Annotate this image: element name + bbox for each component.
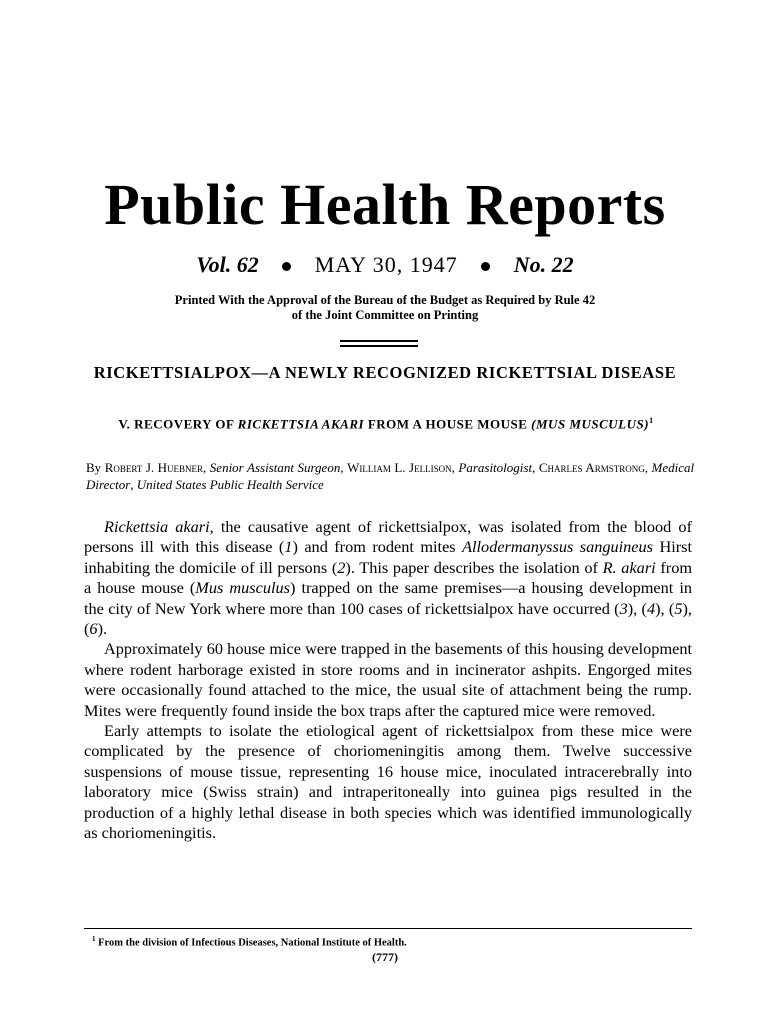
paragraph	[84, 517, 692, 639]
bullet-separator-icon	[481, 262, 490, 271]
article-body	[84, 517, 692, 844]
article-subtitle	[84, 412, 688, 432]
printing-approval-note	[80, 293, 690, 323]
reference-number: 3	[619, 598, 628, 618]
volume-label: Vol. 62	[196, 252, 259, 277]
footnote-marker: 1	[92, 935, 96, 943]
text-run: ), (	[655, 598, 675, 618]
species-name: R. akari	[602, 557, 656, 577]
paragraph: Approximately 60 house mice were trapped in the basements of this housing development where rodent harborage existed in store rooms and in incinerator ashpits. Engorged mites were occasionally found attached to the mice, the usual site of attachment being the rump. Mites were frequently found inside the box traps after the captured mice were removed.	[84, 639, 692, 720]
subtitle-organism: RICKETTSIA AKARI	[237, 416, 365, 432]
text-run: ) and from rodent mites	[292, 537, 463, 557]
bullet-separator-icon	[282, 262, 291, 271]
text-run: ), (	[627, 598, 647, 618]
article-title: RICKETTSIALPOX—A NEWLY RECOGNIZED RICKETTSIAL DISEASE	[93, 363, 677, 382]
text-run: Hirst inhabiting the domicile of ill persons (	[84, 537, 693, 577]
paragraph: Early attempts to isolate the etiological agent of rickettsialpox from these mice were complicated by the presence of choriomeningitis among them. Twelve successive suspensions of mouse tissue, representing 16 house mice, inoculated intracerebrally into laboratory mice (Swiss strain) and intraperitoneally into guinea pigs resulted in the production of a highly lethal disease in both species which was identified immunologically as choriomeningitis.	[84, 721, 692, 843]
text-run: from a house mouse (	[84, 557, 693, 598]
byline-prefix: By	[86, 460, 105, 475]
species-name: Rickettsia akari	[104, 517, 210, 536]
subtitle-text: FROM A HOUSE MOUSE	[364, 416, 532, 432]
reference-number: 6	[89, 619, 98, 639]
reference-number: 2	[337, 557, 346, 577]
approval-line-1: Printed With the Approval of the Bureau of the Budget as Required by Rule 42	[174, 293, 596, 307]
species-name: Allodermanyssus sanguineus	[462, 537, 654, 557]
text-run: ), (	[84, 598, 692, 639]
issue-date: MAY 30, 1947	[314, 252, 458, 277]
text-run: ) trapped on the same premises—a housing development in the city of New York where more than 100 cases of rickettsialpox have occurred (	[84, 578, 692, 618]
reference-number: 1	[284, 537, 293, 557]
issue-number: No. 22	[513, 252, 574, 277]
author-title: Senior Assistant Surgeon	[209, 460, 341, 475]
author-affiliation: United States Public Health Service	[136, 477, 324, 492]
double-rule-bottom	[340, 345, 418, 347]
subtitle-species: (MUS MUSCULUS)	[531, 416, 650, 432]
page-number: (777)	[372, 950, 398, 964]
journal-masthead: Public Health Reports	[104, 172, 666, 237]
species-name: Mus musculus	[195, 578, 290, 598]
double-rule-top	[340, 340, 418, 342]
text-run: , the causative agent of rickettsialpox, was isolated from the blood of persons ill with this disease (	[84, 517, 692, 557]
footnote-text: From the division of Infectious Diseases, National Institute of Health.	[95, 937, 407, 949]
author-byline: By Robert J. Huebner, Senior Assistant Surgeon, William L. Jellison, Parasitologist, Charles Armstrong, Medical Director, United States Public Health Service	[86, 460, 695, 492]
issue-line	[0, 252, 770, 278]
reference-number: 4	[646, 598, 656, 618]
author-title: Parasitologist	[458, 460, 533, 475]
footnote-rule	[84, 928, 692, 929]
footnote	[84, 933, 700, 950]
footnote-marker: 1	[649, 416, 654, 425]
subtitle-text: V. RECOVERY OF	[118, 416, 238, 432]
author-title: Medical Director	[86, 460, 695, 492]
author-name: Robert J. Huebner	[104, 460, 204, 475]
author-name: Charles Armstrong	[538, 460, 645, 475]
author-name: William L. Jellison	[347, 460, 452, 475]
text-run: ). This paper describes the isolation of	[345, 557, 603, 577]
text-run: ).	[97, 619, 108, 639]
approval-line-2: of the Joint Committee on Printing	[291, 308, 479, 322]
reference-number: 5	[674, 598, 683, 618]
